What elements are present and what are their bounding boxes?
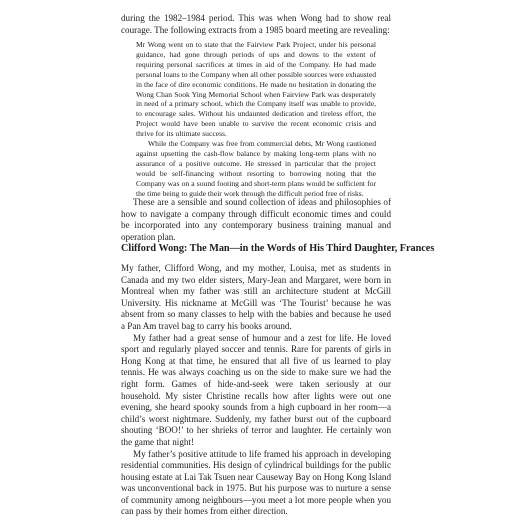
- section-body: [121, 263, 391, 518]
- section-heading: Clifford Wong: The Man—in the Words of His Third Daughter, Frances: [121, 243, 411, 255]
- section-paragraph-2: My father had a great sense of humour and a zest for life. He loved sport and regularly played soccer and tennis. Rare for parents of girls in Hong Kong at that time, he ensured that all five of us learned to play tennis. He was always coaching us on the side to make sure we had the right form. Games of hide-and-seek were taken seriously at our household. My sister Christine recalls how after lights were out one evening, she heard spooky sounds from a high cupboard in her room—a child’s worst nightmare. Suddenly, my father burst out of the cupboard shouting ‘BOO!’ to her shrieks of terror and laughter. He certainly won the game that night!: [121, 333, 391, 449]
- extract-paragraph-2: While the Company was free from commercial debts, Mr Wong cautioned against upsetting the cash-flow balance by making long-term plans with no assurance of a positive outcome. He stressed in particular that the project would be self-financing without resorting to borrowing noting that the Company was on a sound footing and short-term plans would be sufficient for the time being to guide their work through the difficult period free of risks.: [136, 139, 376, 198]
- intro-paragraph: during the 1982–1984 period. This was when Wong had to show real courage. The following extracts from a 1985 board meeting are revealing:: [121, 13, 391, 36]
- section-paragraph-3: My father’s positive attitude to life framed his approach in developing residential communities. His design of cylindrical buildings for the public housing estate at Lai Tak Tsuen near Causeway Bay on Hong Kong Island was unconventional back in 1975. But his purpose was to nurture a sense of community among neighbours—you meet a lot more people when you can pass by their homes from either direction.: [121, 449, 391, 518]
- intro-paragraph-block: [121, 13, 391, 36]
- summary-paragraph: These are a sensible and sound collection of ideas and philosophies of how to navigate a company through difficult economic times and could be incorporated into any contemporary business training manual and operation plan.: [121, 197, 391, 243]
- extract-paragraph-1: Mr Wong went on to state that the Fairview Park Project, under his personal guidance, had gone through periods of ups and downs to the extent of requiring personal sacrifices at times in aid of the Company. He had made personal loans to the Company when all other possible sources were exhausted in the face of dire economic conditions. He made no hesitation in donating the Wong Chan Sook Ying Memorial School when Fairview Park was desperately in need of a primary school, which the Company itself was unable to provide, to encourage sales. Without his undaunted dedication and tireless effort, the Project would have been unable to survive the recent economic crisis and thrive for its ultimate success.: [136, 40, 376, 139]
- section-paragraph-1: My father, Clifford Wong, and my mother, Louisa, met as students in Canada and my two elder sisters, Mary-Jean and Margaret, were born in Montreal when my father was still an architecture student at McGill University. His nickname at McGill was ‘The Tourist’ because he was absent from so many classes to help with the babies and because he used a Pan Am travel bag to carry his books around.: [121, 263, 391, 333]
- board-meeting-extract: [136, 40, 376, 199]
- summary-paragraph-block: [121, 197, 391, 243]
